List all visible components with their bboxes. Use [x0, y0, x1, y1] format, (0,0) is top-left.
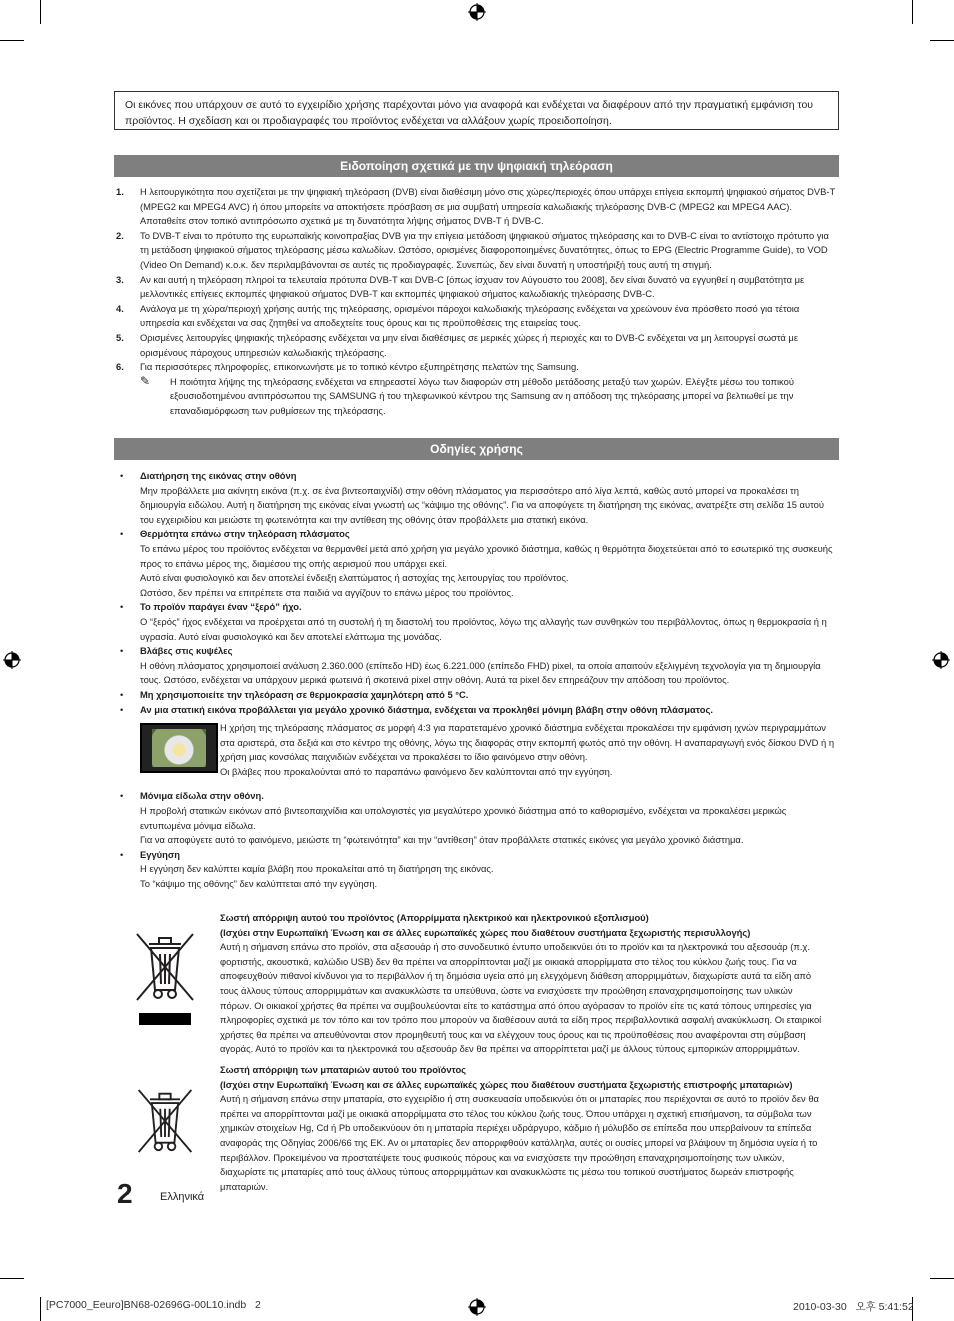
list-item	[114, 600, 839, 644]
item-title: Μη χρησιμοποιείτε την τηλεόραση σε θερμοκρασία χαμηλότερη από 5 °C.	[140, 688, 469, 700]
crosshair-registration-icon	[3, 651, 21, 669]
item-title: Το προϊόν παράγει έναν “ξερό” ήχο.	[140, 601, 302, 613]
page-number: 2	[117, 1178, 133, 1209]
usage-instructions-list	[114, 469, 839, 892]
item-number: 2.	[116, 229, 124, 241]
crop-mark	[930, 1278, 954, 1279]
item-text: Αυτό είναι φυσιολογικό και δεν αποτελεί ένδειξη ελαττώματος ή αστοχίας της λειτουργίας του προϊόντος.	[140, 572, 569, 584]
list-item	[114, 229, 839, 273]
list-item	[114, 302, 839, 331]
reception-note	[140, 375, 839, 419]
note-text: Η ποιότητα λήψης της τηλεόρασης ενδέχεται να επηρεαστεί λόγω των διαφορών στη μέθοδο μετάδοσης μεταξύ των χωρών. Ελέγξτε μέσω του τοπικού εξουσιοδοτημένου αντιπρόσωπου της SAMSUNG ή του τηλεφωνικού κέντρου της Samsung αν η απόδοση της τηλεόρασης μπορεί να βελτιωθεί με την επαναδιαμόρφωση των ρυθμίσεων της τηλεόρασης.	[170, 375, 794, 416]
list-item	[114, 644, 839, 688]
item-text: Το DVB-T είναι το πρότυπο της ευρωπαϊκής κοινοπραξίας DVB για την επίγεια μετάδοση ψηφιακού σήματος τηλεόρασης και το DVB-C είναι το αντίστοιχο πρότυπο για τη μετάδοση ψηφιακού σήματος τηλεόρασης μέσω καλωδίων. Ωστόσο, ορισμένες διαφοροποιημένες δυνατότητες, όπως το EPG (Electric Programme Guide), το VOD (Video On Demand) κ.ο.κ. δεν περιλαμβάνονται σε αυτές τις προδιαγραφές. Συνεπώς, δεν είναι δυνατή η υποστήριξή τους αυτή τη στιγμή.	[140, 229, 829, 270]
item-title: Διατήρηση της εικόνας στην οθόνη	[140, 470, 297, 481]
battery-subtitle: (Ισχύει στην Ευρωπαϊκή Ένωση και σε άλλες ευρωπαϊκές χώρες που διαθέτουν συστήματα ξεχωριστής επιστροφής μπαταριών)	[220, 1078, 793, 1090]
item-text: Η λειτουργικότητα που σχετίζεται με την ψηφιακή τηλεόραση (DVB) είναι διαθέσιμη μόνο στις χώρες/περιοχές όπου υπάρχει επίγεια εκπομπή ψηφιακού σήματος DVB-T (MPEG2 και MPEG4 AVC) ή όπου μπορείτε να αποκτήσετε πρόσβαση σε μια συμβατή υπηρεσία καλωδιακής τηλεόρασης DVB-C (MPEG2 και MPEG4 AAC). Αποταθείτε στον τοπικό αντιπρόσωπο σχετικά με τη δυνατότητα λήψης σήματος DVB-T ή DVB-C.	[140, 186, 836, 227]
item-title: Θερμότητα επάνω στην τηλεόραση πλάσματος	[140, 528, 350, 540]
item-text: Το “κάψιμο της οθόνης” δεν καλύπτεται από την εγγύηση.	[140, 878, 378, 890]
flower-image	[152, 729, 206, 767]
bullet: •	[120, 688, 124, 700]
crop-mark	[40, 1297, 41, 1321]
item-text: Αν και αυτή η τηλεόραση πληροί τα τελευταία πρότυπα DVB-T και DVB-C [όπως ίσχυαν τον Αύγουστο του 2008], δεν είναι δυνατό να εγγυηθεί η συμβατότητα με μελλοντικές επίγειες εκπομπές ψηφιακού σήματος DVB-T και εκπομπές ψηφιακού σήματος καλωδιακής τηλεόρασης DVB-C.	[140, 273, 805, 300]
pencil-note-icon: ✎	[140, 373, 151, 388]
item-text: Ωστόσο, δεν πρέπει να επιτρέπετε στα παιδιά να αγγίζουν το επάνω μέρος του προϊόντος.	[140, 586, 514, 598]
bullet: •	[120, 790, 124, 802]
item-text: Μην προβάλλετε μια ακίνητη εικόνα (π.χ. σε ένα βιντεοπαιχνίδι) στην οθόνη πλάσματος για περισσότερο από λίγα λεπτά, καθώς αυτό μπορεί να προκαλέσει τη δημιουργία ειδώλου. Αυτή η διατήρηση της εικόνας είναι γνωστή ως “κάψιμο της οθόνης”. Για να αποφύγετε τη διατήρηση της εικόνας, ανατρέξτε στη σελίδα 15 αυτού του εγχειριδίου και μειώστε τη φωτεινότητα και την αντίθεση της οθόνης όταν προβάλλετε μια στατική εικόνα.	[140, 484, 825, 525]
list-item	[114, 527, 839, 600]
section-header-digital-tv: Ειδοποίηση σχετικά με την ψηφιακή τηλεόραση	[114, 155, 839, 177]
list-item	[114, 331, 839, 360]
item-text: Ορισμένες λειτουργίες ψηφιακής τηλεόρασης ενδέχεται να μην είναι διαθέσιμες σε μερικές χώρες ή περιοχές και το DVB-C ενδέχεται να μη λειτουργεί σωστά με ορισμένους πάροχους υπηρεσιών καλωδιακής τηλεόρασης.	[140, 331, 798, 358]
item-text: Η προβολή στατικών εικόνων από βιντεοπαιχνίδια και υπολογιστές για μεγαλύτερο χρονικό διάστημα από το καθορισμένο, ενδέχεται να προκαλέσει μερικώς εντυπωμένα μόνιμα είδωλα.	[140, 805, 787, 831]
weee-title: Σωστή απόρριψη αυτού του προϊόντος (Απορρίμματα ηλεκτρικού και ηλεκτρονικού εξοπλισμού)	[220, 912, 649, 923]
item-title: Αν μια στατική εικόνα προβάλλεται για μεγάλο χρονικό διάστημα, ενδέχεται να προκληθεί μόνιμη βλάβη στην οθόνη πλάσματος.	[140, 703, 713, 715]
digital-tv-notice-list	[114, 185, 839, 419]
crop-mark	[40, 0, 41, 24]
list-item	[114, 789, 839, 847]
crop-mark	[930, 40, 954, 41]
list-item	[114, 185, 839, 229]
bullet: •	[120, 848, 124, 860]
list-item	[114, 688, 839, 703]
disclaimer-box: Οι εικόνες που υπάρχουν σε αυτό το εγχειρίδιο χρήσης παρέχονται μόνο για αναφορά και ενδέχεται να διαφέρουν από την πραγματική εμφάνιση του προϊόντος. Η σχεδίαση και οι προδιαγραφές του προϊόντος ενδέχεται να αλλάξουν χωρίς προειδοποίηση.	[114, 91, 839, 130]
list-item	[114, 848, 839, 892]
weee-text: Αυτή η σήμανση επάνω στο προϊόν, στα αξεσουάρ ή στο συνοδευτικό έντυπο υποδεικνύει ότι το προϊόν και τα ηλεκτρονικά του αξεσουάρ (π.χ. φορτιστής, ακουστικά, καλώδιο USB) δεν θα πρέπει να απορρίπτονται μαζί με οικιακά απορρίμματα στο τέλος του κύκλου ζωής τους. Για να αποφευχθούν πιθανοί κίνδυνοι για το περιβάλλον ή τη δημόσια υγεία από μη ελεγχόμενη διάθεση απορριμμάτων, διαχωρίστε αυτά τα είδη από τους άλλους τύπους απορριμμάτων και ανακυκλώστε τα υπεύθυνα, ώστε να ενισχύσετε την προώθηση επαναχρησιμοποίησης των υλικών πόρων. Οι οικιακοί χρήστες θα πρέπει να συμβουλεύονται είτε το κατάστημα από όπου αγόρασαν το προϊόν είτε τις κατά τόπους υπηρεσίες για πληροφορίες σχετικά με τον τόπο και τον τρόπο που μπορούν να διαθέσουν αυτά τα είδη προς περιβαλλοντικά ασφαλή ανακύκλωση. Οι εταιρικοί χρήστες θα πρέπει να απευθύνονται στον προμηθευτή τους και να ελέγχουν τους όρους και τις προϋποθέσεις που αναφέρονται στη σύμβαση αγοράς. Αυτό το προϊόν και τα ηλεκτρονικά του αξεσουάρ δεν θα πρέπει να απορρίπτεται μαζί με άλλους τύπους εμπορικών απορριμμάτων.	[220, 941, 822, 1055]
crosshair-registration-icon	[468, 1298, 486, 1316]
print-slug-file: [PC7000_Eeuro]BN68-02696G-00L10.indb 2	[46, 1299, 261, 1311]
item-title: Βλάβες στις κυψέλες	[140, 645, 233, 657]
crossed-bin-icon	[133, 1086, 197, 1156]
item-text: Η εγγύηση δεν καλύπτει καμία βλάβη που προκαλείται από τη διατήρηση της εικόνας.	[140, 863, 494, 875]
crop-mark	[912, 0, 913, 24]
weee-black-bar	[139, 1013, 191, 1025]
bullet: •	[120, 601, 124, 613]
item-number: 4.	[116, 302, 124, 314]
image-note-row	[114, 721, 839, 779]
bullet: •	[120, 528, 124, 540]
item-text: Ο “ξερός” ήχος ενδέχεται να προέρχεται από τη συστολή ή τη διαστολή του προϊόντος, λόγω της αλλαγής των συνθηκών του περιβάλλοντος, όπως η θερμοκρασία ή η υγρασία. Αυτό είναι φυσιολογικό και δεν αποτελεί ελάττωμα της μονάδας.	[140, 615, 827, 642]
item-number: 3.	[116, 273, 124, 285]
page-language: Ελληνικά	[160, 1191, 205, 1203]
item-title: Μόνιμα είδωλα στην οθόνη.	[140, 790, 264, 802]
item-text: Για να αποφύγετε αυτό το φαινόμενο, μειώστε τη “φωτεινότητα” και την “αντίθεση” όταν προβάλλετε στατικές εικόνες για μεγάλο χρονικό διάστημα.	[140, 834, 744, 846]
image-note-text: Η χρήση της τηλεόρασης πλάσματος σε μορφή 4:3 για παρατεταμένο χρονικό διάστημα ενδέχεται προκαλέσει την εμφάνιση ιχνών περιγραμμάτων στα αριστερά, στα δεξιά και στο κέντρο της οθόνης, λόγω της διαφοράς στην εκπομπή φωτός από την οθόνη. Η αναπαραγωγή ενός δίσκου DVD ή η χρήση μιας κονσόλας παιχνιδιών ενδέχεται να προκαλέσει το ίδιο φαινόμενο στην οθόνη.	[220, 722, 835, 763]
list-item	[114, 273, 839, 302]
list-item	[114, 703, 839, 718]
bullet: •	[120, 703, 124, 715]
item-text: Η οθόνη πλάσματος χρησιμοποιεί ανάλυση 2.360.000 (επίπεδο HD) έως 6.221.000 (επίπεδο FHD) pixel, τα οποία απαιτούν εξελιγμένη τεχνολογία για τη δημιουργία τους. Ωστόσο, ενδέχεται να υπάρχουν μερικά φωτεινά ή σκοτεινά pixel στην οθόνη. Αυτά τα pixel δεν επηρεάζουν την απόδοση του προϊόντος.	[140, 659, 821, 686]
battery-text: Αυτή η σήμανση επάνω στην μπαταρία, στο εγχειρίδιο ή στη συσκευασία υποδεικνύει ότι οι μπαταρίες που περιέχονται σε αυτό το προϊόν δεν θα πρέπει να απορρίπτονται μαζί με οικιακά απορρίμματα στο τέλος του κύκλου ζωής τους. Όπου υπάρχει η σχετική επισήμανση, τα σύμβολα των χημικών στοιχείων Hg, Cd ή Pb υποδεικνύουν ότι η μπαταρία περιέχει υδράργυρο, κάδμιο ή μόλυβδο σε επίπεδα που υπερβαίνουν τα επίπεδα αναφοράς της Οδηγίας 2006/66 της ΕΚ. Αν οι μπαταρίες δεν απορριφθούν κατάλληλα, αυτές οι ουσίες μπορεί να βλάψουν τη δημόσια υγεία ή το περιβάλλον. Προκειμένου να προστατέψετε τους φυσικούς πόρους και να ενισχύσετε την προώθηση επαναχρησιμοποίησης των υλικών, διαχωρίστε τις μπαταρίες από τους άλλους τύπους απορριμμάτων και ανακυκλώστε τις μέσω του τοπικού συστήματος δωρεάν επιστροφής μπαταριών.	[220, 1093, 819, 1192]
battery-disposal-section	[220, 1063, 826, 1194]
crosshair-registration-icon	[468, 3, 486, 21]
item-text: Το επάνω μέρος του προϊόντος ενδέχεται να θερμανθεί μετά από χρήση για μεγάλο χρονικό διάστημα, καθώς η θερμότητα διοχετεύεται από το εσωτερικό της συσκευής προς το επάνω μέρος της, διαμέσου της οπής αερισμού που υπάρχει εκεί.	[140, 542, 833, 569]
crossed-bin-icon	[131, 930, 199, 1004]
image-note-text: Οι βλάβες που προκαλούνται από το παραπάνω φαινόμενο δεν καλύπτονται από την εγγύηση.	[220, 765, 613, 777]
weee-subtitle: (Ισχύει στην Ευρωπαϊκή Ένωση και σε άλλες ευρωπαϊκές χώρες που διαθέτουν συστήματα ξεχωριστής περισυλλογής)	[220, 926, 751, 938]
crop-mark	[0, 1278, 24, 1279]
flower-image-thumbnail	[140, 723, 218, 773]
bullet: •	[120, 470, 124, 481]
weee-disposal-section	[220, 911, 826, 1057]
item-text: Για περισσότερες πληροφορίες, επικοινωνήστε με το τοπικό κέντρο εξυπηρέτησης πελατών της Samsung.	[140, 361, 579, 373]
image-note	[140, 721, 839, 779]
crop-mark	[0, 40, 24, 41]
print-slug-date: 2010-03-30 오후 5:41:52	[793, 1301, 914, 1313]
item-title: Εγγύηση	[140, 848, 181, 860]
item-number: 6.	[116, 361, 124, 373]
battery-title: Σωστή απόρριψη των μπαταριών αυτού του προϊόντος	[220, 1064, 467, 1075]
section-header-usage-instructions: Οδηγίες χρήσης	[114, 438, 839, 460]
item-number: 1.	[116, 186, 124, 197]
list-item	[114, 469, 839, 527]
crosshair-registration-icon	[932, 651, 950, 669]
item-text: Ανάλογα με τη χώρα/περιοχή χρήσης αυτής της τηλεόρασης, ορισμένοι πάροχοι καλωδιακής τηλεόρασης ενδέχεται να χρεώνουν ένα πρόσθετο ποσό για τέτοια υπηρεσία και ενδέχεται να σας ζητηθεί να αποδεχτείτε τους όρους και τις προϋποθέσεις της εταιρείας τους.	[140, 302, 800, 329]
bullet: •	[120, 645, 124, 657]
item-number: 5.	[116, 331, 124, 343]
list-item	[114, 360, 839, 418]
